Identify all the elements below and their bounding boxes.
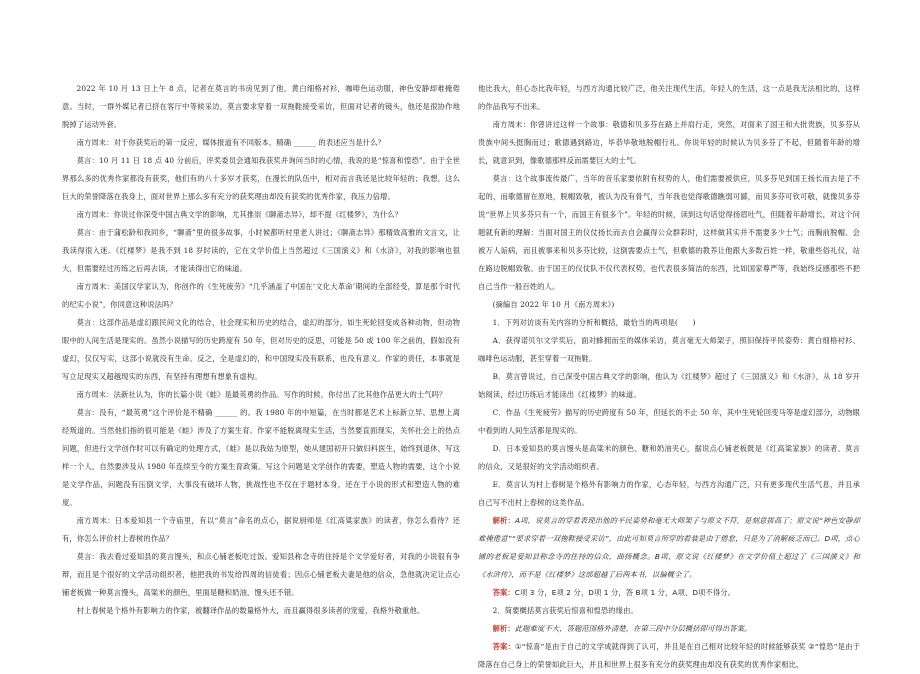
question-paragraph: 南方周末：你曾讲过这样一个故事：敬德和贝多芬在路上并肩行走，突然，对面来了国王和大批贵族，贝多芬从贵族中间头挺胸而过；歌德遇到路边，毕恭毕敬地脱帽行礼。你说年轻的时候认为贝多芬了不起，但随着年龄的增长，就意识到，像歌德那样反而需要巨大的士气。 [478, 120, 860, 165]
option-c: C．作品《生死疲劳》描写的历史跨度有 50 年，但延长的不止 50 年，其中生死轮回变马等是虚幻部分，动物眼中看到的人间生活都是现实的。 [478, 408, 860, 435]
answer-text: C项 3 分，E项 2 分，D项 1 分，答 B项 1 分，A项、D项不得分。 [514, 588, 736, 597]
analysis-label: 解析： [492, 624, 515, 633]
analysis-2 [478, 620, 860, 638]
answer-paragraph: 莫言：由于蒲松龄和我同乡，“聊斋”里的很多故事，小时候都听村里老人讲过；《聊斋志异》那精致高雅的文言文，让我读得很入迷。《红楼梦》是我不到 18 岁时读的，它在文学价值上当然超过《三国演义》和《水浒》，对我的影响也很大，但需要经过历练之后再去读，才能读得出它的味道。 [62, 228, 460, 273]
answer-1 [478, 584, 860, 602]
exercise-question-1: 1．下列对访谈有关内容的分析和概括，最恰当的两项是( ) [492, 318, 696, 327]
option-b: B．莫言曾说过，自己深受中国古典文学的影响，他认为《红楼梦》超过了《三国演义》和《水浒》，从 18 岁开始阅读，经过历练后才能读出《红楼梦》的味道。 [478, 372, 860, 399]
question-paragraph: 南方周末：美国汉学家认为，你创作的《生死疲劳》“几乎涵盖了中国在‘文化大革命’期间的全部经受，算是那个时代的纪实小说”，你同意这种说法吗？ [62, 282, 460, 309]
analysis-text: 此题难度不大，答题范围格外清楚，在第三段中分层概括即可得出答案。 [514, 624, 752, 633]
option-a: A．获得诺贝尔文学奖后，面对蜂拥而至的媒体采访，莫言毫无大师架子，照旧保持平民姿势：黄白细格衬衫、咖啡色运动服，甚至穿着一双拖鞋。 [478, 336, 860, 363]
right-column [478, 80, 860, 674]
answer-paragraph: 莫言：这个故事流传最广，当年的音乐家要依附有权势的人，他们需要被供应，贝多芬见到国王扬长而去是了不起的，而歌德留在原地，脱帽致敬，被认为没有骨气，当年我也觉得歌德瞧弱可鄙，而贝多芬可钦可敬，就像贝多芬说“世界上贝多芬只有一个，而国王有很多个”。年轻的时候，读到这句话觉得扬眉吐气，但随着年龄增长，对这个问题就有新的理解：当面对国王的仪仗扬长而去自会赢得公众群彩时，这样做其实并不需要多少士气；而胸前脱帽、会被万人诟病，而且被事来和贝多芬比较，这倒需要点士气，但歌德的教养让他跟大多数百姓一样，敬重些俗礼仪，站在路边脱帽致敬。由于国王的仪仗队不仅代表权势，也代表很多简洁的东西，比如国家尊严等，我始终反感那些不把自己当作一般百姓的人。 [478, 174, 860, 291]
answer-paragraph: 莫言：我去看过爱知县的莫言馒头，和点心铺老板吃过饭。爱知县称念寺的住持是个文学爱好者，对我的小说很有争辩，而且是个很好的文学活动组织者，他把我的书发给四周的信徒看；因点心铺老板夫妻是他的信众，急他就决定让点心铺老板做一种莫言馒头，高粱米的颜色，里面是糖和奶油，馒头还不错。 [62, 552, 460, 597]
answer-label: 答案： [492, 642, 515, 651]
analysis-1 [478, 512, 860, 584]
analysis-text: A项，说莫言的穿着表现出他的平民姿势和毫无大师架子与原文不符，是刻意拔高了；原文说“神色安静却难掩倦意”“要求穿着一双拖鞋接受采访”，由此可知莫言所穿的着装是由于倦怠，只是为了消解疲乏而已。D项，点心铺的老板是爱知县称念寺的住持的信众，曲扬概念。B项，原文说《红楼梦》在文学价值上超过了《三国演义》和《水浒传》，而不是《红楼梦》这部超越了后两本书，以偏概全了。 [478, 516, 860, 579]
answer-text: ①“惊喜”是由于自己的文学成就得到了认可，并且是在自己相对比较年轻的时候能够获奖 ②“惶恐”是由于降落在自己身上的荣誉如此巨大，并且和世界上很多有充分的获奖理由却没有获奖的优秀作家相比， [478, 642, 860, 669]
question-paragraph: 南方周末：法新社认为，你的长篇小说《蛙》是最英勇的作品。写作的时候，你付出了比其他作品更大的士气吗？ [76, 390, 447, 399]
answer-label: 答案： [492, 588, 515, 597]
answer-paragraph: 莫言：这部作品是虚幻跟民间文化的结合，社会现实和历史的结合，虚幻的部分，如生死轮回变成各种动物，但动物眼中的人间生活是现实的。虽然小说描写的历史跨度有 50 年，但对历史的反思，可能是 50 或 100 年之前的，假如没有虚幻，仅仅写实，这部小说就没有生命。反之，全是虚幻的，和中国现实没有联系，也没有意义。作家的责任，本事就是写立足现实又超越现实的东西，有坚持有理想有想象有虚构。 [62, 318, 460, 381]
exercise-question-2: 2．简要概括莫言获奖后惊喜和惶恐的缘由。 [492, 606, 638, 615]
answer-2 [478, 638, 860, 674]
question-paragraph: 南方周末：你说过你深受中国古典文学的影响，尤其推崇《聊斋志异》，却不提《红楼梦》，为什么？ [76, 210, 403, 219]
option-e: E．莫言认为村上春树是个格外有影响力的作家，心态年轻，与西方沟通广泛，只有更多现代生活气息，并且承自己写不出村上春树的这类作品。 [478, 480, 860, 507]
analysis-label: 解析： [492, 516, 515, 525]
intro-paragraph: 2022 年 10 月 13 日上午 8 点，记者在莫言的书房见到了他，黄白细格衬衫，咖啡色运动服，神色安静却难掩倦意。当时，一群外媒记者已挤在客厅中等候采访，莫言要求穿着一双拖鞋接受采访，但面对记者的镜头，他还是很协作地脱掉了运动外套。 [62, 84, 460, 129]
left-column [62, 80, 460, 620]
option-d: D．日本爱知县的莫言馒头是高粱米的颜色、糖和奶油夹心，据说点心铺老板既是《红高粱家族》的读者、莫言的信众，又是很好的文学活动组织者。 [478, 444, 860, 471]
question-paragraph: 南方周末：日本爱知县一个寺庙里，有以“莫言”命名的点心，据说厨师是《红高粱家族》的读者，你怎么看待？还有，你怎么评价村上春树的作品？ [62, 516, 460, 543]
question-paragraph: 南方周末：对于你获奖后的第一反应，媒体报道有不同版本，精确 ______ 的表述应当是什么？ [76, 138, 386, 147]
answer-paragraph: 莫言：没有，“最英勇”这个评价是不精确 ______ 的。我 1980 年的中短篇，在当时都是艺术上标新立异、思想上离经叛道的。当然他们指的很可能是《蛙》涉及了方案生育。作家不能脱离现实生活，当然要直面现实，关怀社会上的热点问题，但进行文学创作时可以有确定的处理方式，《蛙》是以我姑为原型，她从建国初开只做妇科医生，始终到退休，写这样一个人，自然要涉及从 1980 年连续至今的方案生育政策。写这个问题是文学创作的需要，塑造人物的需要，这个小说是文学作品，问题没有压倒文学，大事没有破坏人物，挑战性也不仅在于题材本身，还在于小说的形式和塑造人物的难度。 [62, 408, 460, 507]
answer-paragraph: 村上春树是个格外有影响力的作家，被翻译作品的数量格外大，而且赢得很多读者的宠爱，我格外敬重他。 [76, 606, 425, 615]
continued-paragraph: 他比我大，但心态比我年轻，与西方沟通比较广泛，他关注现代生活，年轻人的生活，这一点是我无法相比的，这样的作品我写不出来。 [478, 84, 860, 111]
source-citation: (摘编自 2022 年 10 月《南方周末》) [492, 300, 615, 309]
answer-paragraph: 莫言：10 月 11 日 18 点 40 分前后，评奖委员会通知我获奖并询问当时的心情，我说的是“惊喜和惶恐”，由于全世界那么多的优秀作家都没有获奖，他们有的八十多岁才获奖，在漫长的队伍中，相对而言我还是比较年轻的；我想，这么巨大的荣誉降落在我身上，面对世界上那么多有充分的获奖理由却没有获奖的优秀作家，我压力倍增。 [62, 156, 460, 201]
